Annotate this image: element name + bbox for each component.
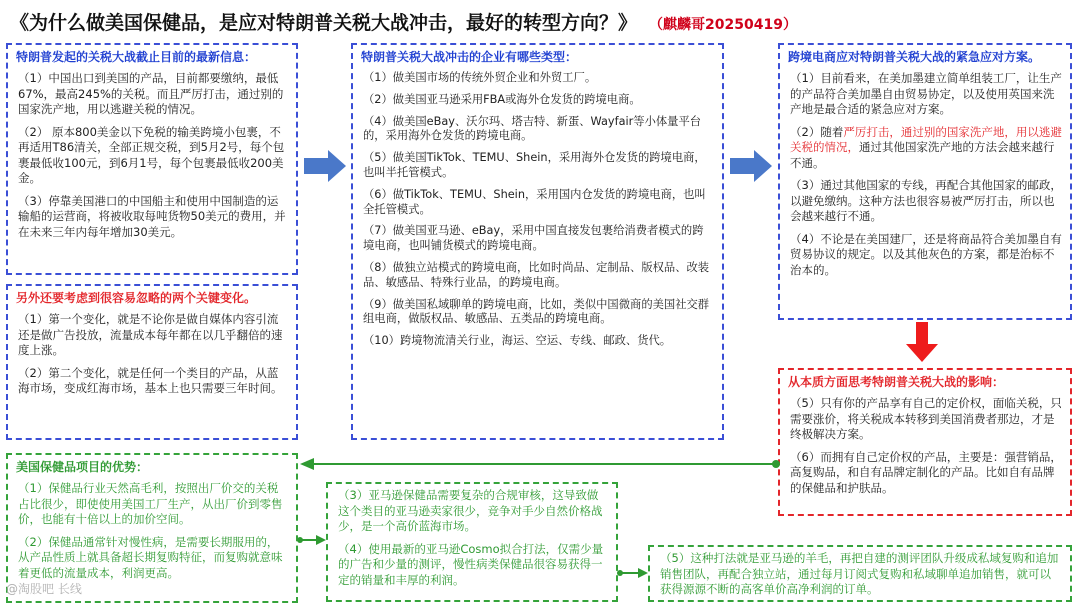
emergency-plan-heading: 跨境电商应对特朗普关税大战的紧急应对方案。 — [788, 50, 1041, 64]
key-changes-item: （2）第二个变化，就是任何一个类目的产品，从蓝海市场，变成红海市场，基本上也只需要三年时间。 — [18, 365, 283, 395]
essence-impact-heading: 从本质方面思考特朗普关税大战的影响： — [788, 375, 1005, 389]
right-arrow-icon — [304, 150, 346, 182]
latest-info-box — [6, 43, 298, 275]
advantage-item: （1）保健品行业天然高毛利，按照出厂价交的关税占比很少，即使使用美国工厂生产，从出厂价到零售价，也能有十倍以上的加价空间。 — [18, 481, 283, 526]
advantage-item: （5）这种打法就是亚马逊的羊毛，再把自建的测评团队升级成私域复购和追加销售团队，再配合独立站，通过每月订阅式复购和私域聊单追加销售，就可以获得源源不断的高客单价高净利润的订单。 — [660, 551, 1059, 596]
essence-impact-item: （6）而拥有自己定价权的产品，主要是：强营销品，高复购品，和自有品牌定制化的产品。比如自有品牌的保健品和护肤品。 — [790, 449, 1062, 495]
left-arrow-icon — [300, 458, 314, 470]
key-changes-heading: 另外还要考虑到很容易忽略的两个关键变化。 — [16, 291, 257, 305]
latest-info-heading: 特朗普发起的关税大战截止目前的最新信息： — [16, 50, 257, 64]
enterprise-type-item: （9）做美国私域聊单的跨境电商，比如，类似中国微商的美国社交群组电商，做版权品、敏感品、五类品的跨境电商。 — [363, 297, 710, 326]
advantage-item: （3）亚马逊保健品需要复杂的合规审核，这导致做这个类目的亚马逊卖家很少，竞争对手少自然价格战少，是一个高价蓝海市场。 — [338, 488, 603, 533]
right-arrow-icon — [638, 568, 648, 578]
advantage-item: （4）使用最新的亚马逊Cosmo拟合打法，仅需少量的广告和少量的测评，慢性病类保健品很容易获得一定的销量和丰厚的利润。 — [338, 541, 604, 587]
private-domain-box — [648, 545, 1072, 602]
key-changes-item: （1）第一个变化，就是不论你是做自媒体内容引流还是做广告投放，流量成本每年都在以几乎翻倍的速度上涨。 — [18, 312, 283, 357]
essence-impact-item: （5）只有你的产品享有自己的定价权，面临关税，只需要涨价，将关税成本转移到美国消费者那边，才是终极解决方案。 — [790, 396, 1062, 441]
right-arrow-icon — [316, 535, 326, 545]
amazon-compliance-box — [326, 482, 618, 602]
essence-impact-box — [778, 368, 1072, 516]
enterprise-type-item: （1）做美国市场的传统外贸企业和外贸工厂。 — [363, 71, 597, 84]
supplements-advantages-heading: 美国保健品项目的优势： — [16, 460, 149, 474]
emergency-plan-item: （3）通过其他国家的专线，再配合其他国家的邮政，以避免缴纳。这种方法也很容易被严厉打击，所以也会越来越行不通。 — [790, 178, 1062, 223]
author-tag: （麒麟哥20250419） — [649, 17, 797, 33]
latest-info-item: （3）停靠美国港口的中国船主和使用中国制造的运输船的运营商，将被收取每吨货物50美元的费用，并在未来三年内每年增加30美元。 — [18, 193, 286, 239]
watermark: @淘股吧 长线 — [6, 582, 82, 596]
enterprise-type-item: （4）做美国eBay、沃尔玛、塔吉特、新蛋、Wayfair等小体量平台的，采用海外仓发货的跨境电商。 — [363, 114, 702, 143]
down-arrow-icon — [906, 322, 938, 362]
emergency-plan-item — [788, 125, 1062, 172]
emergency-plan-item-prefix: （2）随着 — [790, 124, 844, 139]
right-arrow-icon — [730, 150, 772, 182]
page-title: 《为什么做美国保健品，是应对特朗普关税大战冲击，最好的转型方向？》 — [10, 12, 638, 34]
latest-info-item: （2） 原本800美金以下免税的输美跨境小包裹，不再适用T86清关，全部正规交税，到5月2号，每个包裹最低收100元，到6月1号，每个包裹最低收200美金。 — [18, 124, 285, 185]
emergency-plan-item: （1）目前看来，在美加墨建立简单组装工厂，让生产的产品符合美加墨自由贸易协定，以及使用英国来洗产地是最合适的紧急应对方案。 — [790, 71, 1062, 116]
emergency-plan-box — [778, 43, 1072, 320]
enterprise-type-item: （6）做TikTok、TEMU、Shein，采用国内仓发货的跨境电商，也叫全托管模式。 — [363, 187, 706, 216]
affected-enterprises-heading: 特朗普关税大战冲击的企业有哪些类型： — [361, 50, 578, 64]
enterprise-type-item: （2）做美国亚马逊采用FBA或海外仓发货的跨境电商。 — [363, 92, 641, 106]
latest-info-item: （1）中国出口到美国的产品，目前都要缴纳，最低67%，最高245%的关税。而且严厉打击，通过别的国家洗产地，用以逃避关税的情况。 — [18, 71, 284, 116]
emergency-plan-item: （4）不论是在美国建厂，还是将商品符合美加墨自有贸易协议的规定。以及其他灰色的方案，都是治标不治本的。 — [790, 231, 1062, 277]
emergency-plan-item-highlight: 严厉打击，通过别的国家洗产地，用以逃避关税的情况， — [790, 124, 1062, 154]
key-changes-box — [6, 284, 298, 440]
enterprise-type-item: （5）做美国TikTok、TEMU、Shein，采用海外仓发货的跨境电商，也叫半托管模式。 — [363, 151, 706, 179]
enterprise-type-item: （8）做独立站模式的跨境电商，比如时尚品、定制品、版权品、改装品、敏感品、特殊行业品，的跨境电商。 — [363, 260, 710, 289]
enterprise-type-item: （10）跨境物流清关行业，海运、空运、专线、邮政、货代。 — [363, 334, 672, 348]
emergency-plan-item-suffix: 通过其他国家洗产地的方法会越来越行不通。 — [790, 140, 1055, 170]
advantage-item: （2）保健品通常针对慢性病，是需要长期服用的，从产品性质上就具备超长期复购特征，而复购就意味着更低的流量成本，利润更高。 — [18, 534, 283, 580]
enterprise-type-item: （7）做美国亚马逊、eBay，采用中国直接发包裹给消费者模式的跨境电商，也叫铺货模式的跨境电商。 — [363, 224, 704, 253]
affected-enterprises-box — [351, 43, 724, 440]
title-row — [10, 8, 1070, 38]
